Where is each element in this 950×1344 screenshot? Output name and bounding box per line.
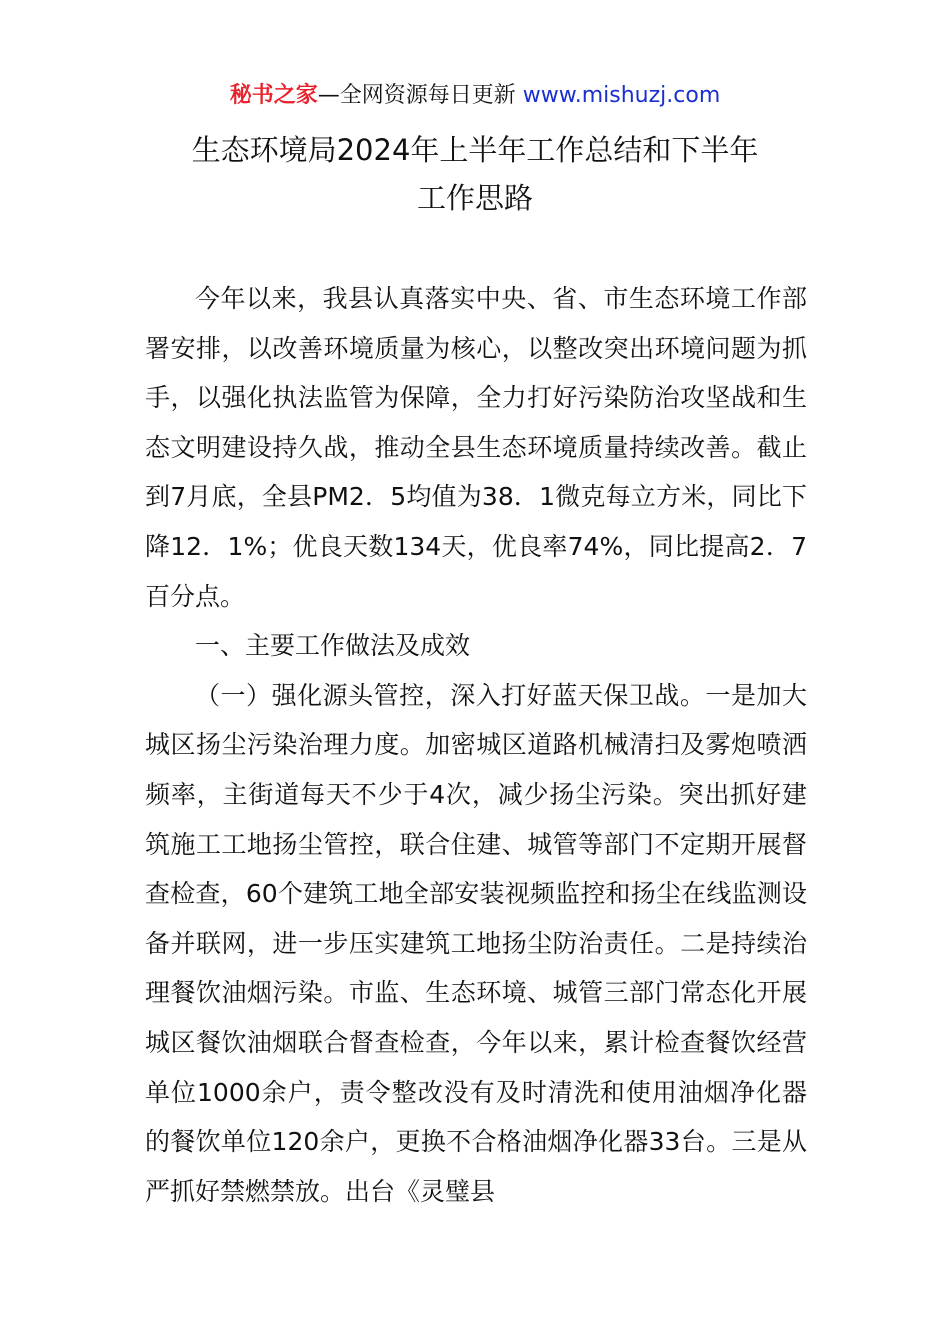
document-body: [145, 274, 807, 1216]
site-header: [0, 80, 950, 112]
document-title-line-1: 生态环境局2024年上半年工作总结和下半年: [191, 133, 759, 167]
site-tagline: —全网资源每日更新: [317, 83, 523, 108]
document-title: [120, 126, 830, 222]
section-heading: 一、主要工作做法及成效: [195, 631, 471, 661]
document-title-line-2: 工作思路: [416, 181, 533, 215]
body-paragraph: （一）强化源头管控，深入打好蓝天保卫战。一是加大城区扬尘污染治理力度。加密城区道路机械清扫及雾炮喷洒频率，主街道每天不少于4次，减少扬尘污染。突出抓好建筑施工工地扬尘管控，联合住建、城管等部门不定期开展督查检查，60个建筑工地全部安装视频监控和扬尘在线监测设备并联网，进一步压实建筑工地扬尘防治责任。二是持续治理餐饮油烟污染。市监、生态环境、城管三部门常态化开展城区餐饮油烟联合督查检查，今年以来，累计检查餐饮经营单位1000余户，责令整改没有及时清洗和使用油烟净化器的餐饮单位120余户，更换不合格油烟净化器33台。三是从严抓好禁燃禁放。出台《灵璧县: [145, 680, 807, 1206]
site-brand: 秘书之家: [229, 83, 318, 108]
site-url-link[interactable]: www.mishuzj.com: [522, 83, 721, 108]
intro-paragraph: 今年以来，我县认真落实中央、省、市生态环境工作部署安排，以改善环境质量为核心，以整改突出环境问题为抓手，以强化执法监管为保障，全力打好污染防治攻坚战和生态文明建设持久战，推动全县生态环境质量持续改善。截止到7月底，全县PM2．5均值为38．1微克每立方米，同比下降12．1%；优良天数134天，优良率74%，同比提高2．7百分点。: [145, 284, 807, 611]
